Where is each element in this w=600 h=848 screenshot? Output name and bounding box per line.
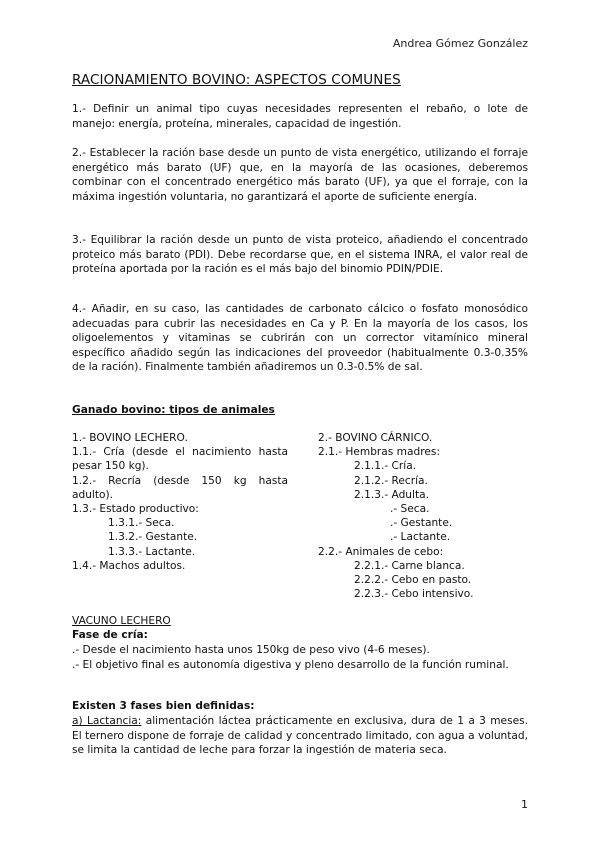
lechero-machos: 1.4.- Machos adultos.	[72, 559, 186, 572]
step-3: 3.- Equilibrar la ración desde un punto de vista proteico, añadiendo el concentrado proteico más barato (PDI). Debe recordarse que, en el sistema INRA, el valor real de proteína aportada por la ración es el más bajo del binomio PDIN/PDIE.	[72, 234, 528, 276]
carnico-recria: 2.1.2.- Recría.	[354, 474, 428, 487]
lechero-seca: 1.3.1.- Seca.	[108, 517, 175, 530]
lechero-lactante: 1.3.3.- Lactante.	[108, 545, 196, 558]
author-name: Andrea Gómez González	[392, 37, 528, 50]
lechero-cria: 1.1.- Cría (desde el nacimiento hasta pesar 150 kg).	[72, 446, 288, 473]
lactancia-paragraph	[72, 714, 528, 758]
carnico-seca: .- Seca.	[390, 503, 430, 516]
carnico-intensivo: 2.2.3.- Cebo intensivo.	[354, 588, 474, 601]
carnico-adulta: 2.1.3.- Adulta.	[354, 488, 429, 501]
carnico-hembras: 2.1.- Hembras madres:	[318, 446, 440, 459]
lactancia-text: alimentación láctea prácticamente en exclusiva, dura de 1 a 3 meses. El ternero dispone de forraje de calidad y concentrado limitado, con agua a voluntad, se limita la cantidad de leche para forzar la ingestión de materia seca.	[72, 715, 528, 757]
lechero-recria: 1.2.- Recría (desde 150 kg hasta adulto).	[72, 474, 288, 501]
step-2: 2.- Establecer la ración base desde un punto de vista energético, utilizando el forraje energético más barato (UF) que, en la mayoría de las ocasiones, deberemos combinar con el concentrado energético más barato (UF), ya que el forraje, con la máxima ingestión voluntaria, no garantizará el aporte de suficiente energía.	[72, 147, 528, 203]
step-4: 4.- Añadir, en su caso, las cantidades de carbonato cálcico o fosfato monosódico adecuadas para cubrir las necesidades en Ca y P. En la mayoría de los casos, los oligoelementos y vitaminas se cubrirán con un corrector vitamínico mineral específico añadido según las indicaciones del proveedor (habitualmente 0.3-0.35% de la ración). Finalmente también añadiremos un 0.3-0.5% de sal.	[72, 303, 528, 374]
fases-heading: Existen 3 fases bien definidas:	[72, 700, 255, 712]
page-number: 1	[521, 798, 528, 811]
fase-cria-bullet-2: .- El objetivo final es autonomía digestiva y pleno desarrollo de la función ruminal.	[72, 659, 509, 671]
carnico-cebo: 2.2.- Animales de cebo:	[318, 545, 444, 558]
bovino-carnico-list	[318, 431, 528, 601]
page-title: RACIONAMIENTO BOVINO: ASPECTOS COMUNES	[72, 72, 401, 88]
step-1: 1.- Definir un animal tipo cuyas necesidades representen el rebaño, o lote de manejo: energía, proteína, minerales, capacidad de ingestión.	[72, 103, 528, 130]
ganado-heading: Ganado bovino: tipos de animales	[72, 404, 275, 416]
fase-cria-heading: Fase de cría:	[72, 629, 148, 641]
carnico-cria: 2.1.1.- Cría.	[354, 460, 417, 473]
carnico-lactante: .- Lactante.	[390, 531, 451, 544]
lactancia-label: a) Lactancia:	[72, 715, 142, 727]
fase-cria-bullet-1: .- Desde el nacimiento hasta unos 150kg de peso vivo (4-6 meses).	[72, 644, 430, 656]
carnico-blanca: 2.2.1.- Carne blanca.	[354, 559, 465, 572]
carnico-gestante: .- Gestante.	[390, 517, 453, 530]
vacuno-heading: VACUNO LECHERO	[72, 615, 171, 627]
lechero-gestante: 1.3.2.- Gestante.	[108, 531, 198, 544]
lechero-estado: 1.3.- Estado productivo:	[72, 503, 199, 516]
bovino-lechero-list	[72, 431, 288, 573]
carnico-pasto: 2.2.2.- Cebo en pasto.	[354, 574, 472, 587]
lechero-title: 1.- BOVINO LECHERO.	[72, 432, 188, 444]
carnico-title: 2.- BOVINO CÁRNICO.	[318, 432, 433, 444]
